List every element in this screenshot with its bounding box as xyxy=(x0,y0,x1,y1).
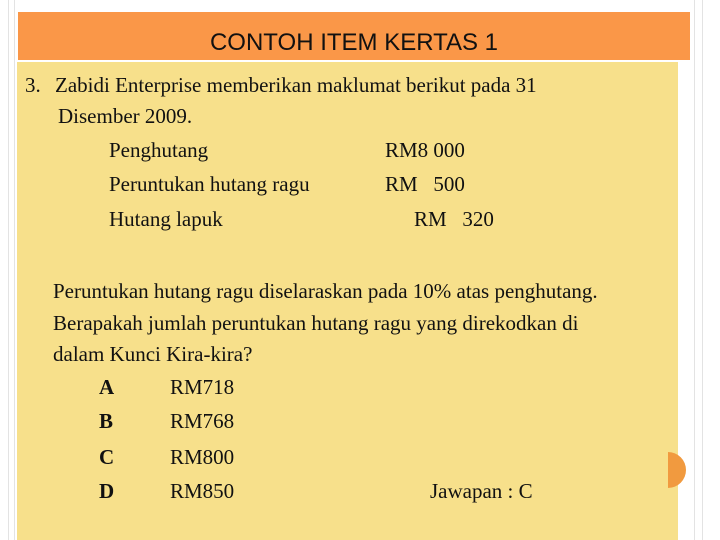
answer-text: Jawapan : C xyxy=(430,479,533,503)
question-box xyxy=(17,62,678,540)
statement-line-3: dalam Kunci Kira-kira? xyxy=(53,342,253,366)
option-letter-d: D xyxy=(99,479,115,503)
item-value-peruntukan: RM 500 xyxy=(385,172,465,196)
statement-line-2: Berapakah jumlah peruntukan hutang ragu yang direkodkan di xyxy=(53,311,579,335)
frame-line-left xyxy=(8,0,9,540)
frame-line-left-inner xyxy=(14,0,15,540)
title-bar xyxy=(18,12,690,60)
item-label-hutang-lapuk: Hutang lapuk xyxy=(109,207,223,231)
item-value-hutang-lapuk: RM 320 xyxy=(414,207,494,231)
item-label-peruntukan: Peruntukan hutang ragu xyxy=(109,172,310,196)
statement-line-1: Peruntukan hutang ragu diselaraskan pada 10% atas penghutang. xyxy=(53,279,598,303)
option-letter-b: B xyxy=(99,409,114,433)
option-letter-a: A xyxy=(99,375,115,399)
item-label-penghutang: Penghutang xyxy=(109,138,209,162)
question-number: 3. xyxy=(25,73,41,97)
option-value-b: RM768 xyxy=(170,409,235,433)
frame-line-right-inner xyxy=(694,0,695,540)
option-letter-c: C xyxy=(99,445,115,469)
option-value-c: RM800 xyxy=(170,445,235,469)
item-value-penghutang: RM8 000 xyxy=(385,138,465,162)
question-line-2: Disember 2009. xyxy=(58,104,193,128)
option-value-d: RM850 xyxy=(170,479,235,503)
option-value-a: RM718 xyxy=(170,375,235,399)
slide-title: CONTOH ITEM KERTAS 1 xyxy=(209,29,499,56)
frame-line-right xyxy=(702,0,703,540)
question-line-1: Zabidi Enterprise memberikan maklumat berikut pada 31 xyxy=(55,73,537,97)
accent-tab xyxy=(668,452,686,488)
